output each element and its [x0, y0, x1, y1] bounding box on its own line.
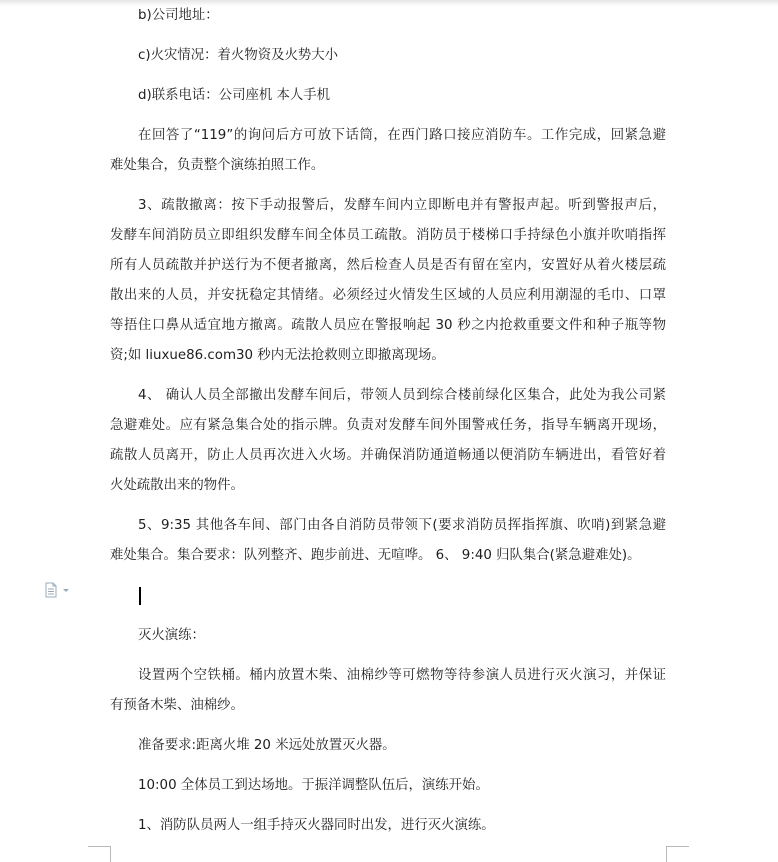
- text-line: 发酵车间消防员立即组织发酵车间全体员工疏散。消防员于楼梯口手持绿色小旗并吹哨指挥: [110, 228, 666, 243]
- text-line: 所有人员疏散并护送行为不便者撤离，然后检查人员是否有留在室内，安置好从着火楼层疏: [110, 258, 666, 273]
- text-line: 准备要求:距离火堆 20 米远处放置灭火器。: [138, 738, 396, 753]
- paragraph-options-icon[interactable]: [44, 582, 70, 598]
- text-line: b)公司地址：: [138, 8, 219, 23]
- text-line: 难处集合。集合要求：队列整齐、跑步前进、无喧哗。 6、 9:40 归队集合(紧急避难处)。: [110, 548, 641, 563]
- text-line: 3、疏散撤离：按下手动报警后，发酵车间内立即断电并有警报声起。听到警报声后，: [138, 198, 666, 213]
- paragraph-2[interactable]: [110, 41, 666, 71]
- text-line: 灭火演练：: [138, 628, 205, 643]
- text-line: 疏散人员离开，防止人员再次进入火场。并确保消防通道畅通以便消防车辆进出，看管好着: [110, 448, 666, 463]
- text-line: 5、9:35 其他各车间、部门由各自消防员带领下(要求消防员挥指挥旗、吹哨)到紧急避: [138, 518, 666, 533]
- paragraph-11[interactable]: [110, 771, 666, 801]
- text-line: 1、消防队员两人一组手持灭火器同时出发，进行灭火演练。: [138, 818, 495, 833]
- document-page[interactable]: [110, 0, 666, 862]
- text-line: d)联系电话：公司座机 本人手机: [138, 88, 331, 103]
- paragraph-1[interactable]: [110, 1, 666, 31]
- paragraph-10[interactable]: [110, 731, 666, 761]
- paragraph-4[interactable]: [110, 121, 666, 181]
- paragraph-5[interactable]: [110, 191, 666, 371]
- paragraph-12[interactable]: [110, 811, 666, 841]
- text-line: 急避难处。应有紧急集合处的指示牌。负责对发酵车间外围警戒任务，指导车辆离开现场，: [110, 418, 666, 433]
- text-line: 火处疏散出来的物件。: [110, 478, 244, 493]
- text-cursor: [139, 587, 141, 605]
- page-corner-mark-right: [666, 846, 689, 862]
- text-line: 散出来的人员，并安抚稳定其情绪。必须经过火情发生区域的人员应利用潮湿的毛巾、口罩: [110, 288, 666, 303]
- text-line: 4、 确认人员全部撤出发酵车间后，带领人员到综合楼前绿化区集合，此处为我公司紧: [138, 388, 666, 403]
- paragraph-6[interactable]: [110, 381, 666, 501]
- text-line: 资;如 liuxue86.com30 秒内无法抢救则立即撤离现场。: [110, 348, 445, 363]
- text-line: 难处集合，负责整个演练拍照工作。: [110, 158, 325, 173]
- text-line: 在回答了“119”的询问后方可放下话筒，在西门路口接应消防车。工作完成，回紧急避: [138, 128, 666, 143]
- text-line: c)火灾情况：着火物资及火势大小: [138, 48, 339, 63]
- text-line: 有预备木柴、油棉纱。: [110, 698, 244, 713]
- paragraph-8[interactable]: [110, 621, 666, 651]
- page-corner-mark-left: [88, 846, 111, 862]
- paragraph-9[interactable]: [110, 661, 666, 721]
- paragraph-7[interactable]: [110, 511, 666, 571]
- paragraph-3[interactable]: [110, 81, 666, 111]
- text-line: 10:00 全体员工到达场地。于振洋调整队伍后，演练开始。: [138, 778, 489, 793]
- text-line: 设置两个空铁桶。桶内放置木柴、油棉纱等可燃物等待参演人员进行灭火演习，并保证: [138, 668, 666, 683]
- text-line: 等捂住口鼻从适宜地方撤离。疏散人员应在警报响起 30 秒之内抢救重要文件和种子瓶等物: [110, 318, 666, 333]
